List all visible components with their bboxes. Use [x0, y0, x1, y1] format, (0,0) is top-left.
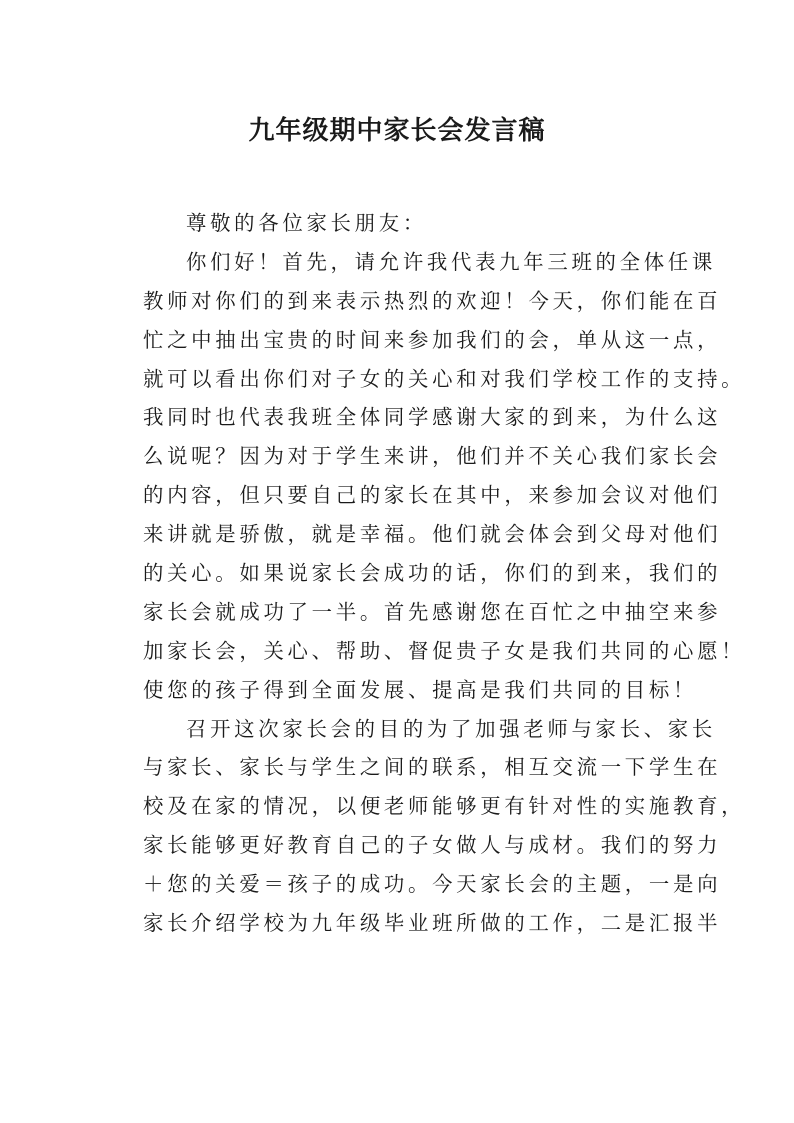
paragraph-line: 你们好！首先，请允许我代表九年三班的全体任课 [186, 249, 716, 274]
paragraph-line: 家长会就成功了一半。首先感谢您在百忙之中抽空来参 [143, 599, 722, 624]
paragraph-line: 教师对你们的到来表示热烈的欢迎！今天，你们能在百 [143, 288, 722, 313]
document-body [143, 204, 746, 943]
paragraph-line: 家长能够更好教育自己的子女做人与成材。我们的努力 [143, 833, 722, 858]
paragraph-line: 就可以看出你们对子女的关心和对我们学校工作的支持。 [143, 366, 746, 391]
paragraph-line: 家长介绍学校为九年级毕业班所做的工作，二是汇报半 [143, 911, 722, 936]
paragraph-line: 加家长会，关心、帮助、督促贵子女是我们共同的心愿！ [143, 638, 746, 663]
paragraph-line: 使您的孩子得到全面发展、提高是我们共同的目标！ [143, 677, 698, 702]
paragraph-line: 与家长、家长与学生之间的联系，相互交流一下学生在 [143, 755, 722, 780]
document-title: 九年级期中家长会发言稿 [248, 116, 546, 146]
paragraph-line: 我同时也代表我班全体同学感谢大家的到来，为什么这 [143, 405, 722, 430]
paragraph-line: 的内容，但只要自己的家长在其中，来参加会议对他们 [143, 483, 722, 508]
paragraph-line: ＋您的关爱＝孩子的成功。今天家长会的主题，一是向 [143, 872, 722, 897]
paragraph-line: 的关心。如果说家长会成功的话，你们的到来，我们的 [143, 561, 722, 586]
salutation-line: 尊敬的各位家长朋友： [186, 211, 427, 235]
paragraph-line: 校及在家的情况，以便老师能够更有针对性的实施教育， [143, 794, 746, 819]
paragraph-line: 召开这次家长会的目的为了加强老师与家长、家长 [186, 716, 716, 741]
paragraph-line: 来讲就是骄傲，就是幸福。他们就会体会到父母对他们 [143, 522, 722, 547]
paragraph-line: 么说呢？因为对于学生来讲，他们并不关心我们家长会 [143, 444, 722, 469]
paragraph-line: 忙之中抽出宝贵的时间来参加我们的会，单从这一点， [143, 327, 722, 352]
